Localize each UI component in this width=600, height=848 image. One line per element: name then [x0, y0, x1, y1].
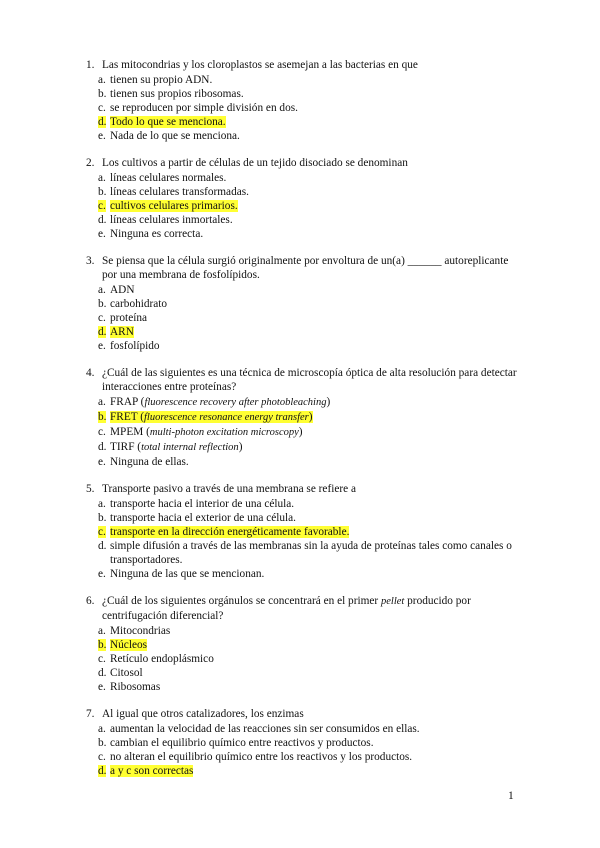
highlighted-answer [110, 639, 147, 651]
highlighted-answer [110, 765, 193, 777]
answer-text [110, 498, 294, 510]
answer-option [86, 339, 526, 353]
option-letter [98, 567, 110, 581]
question-2 [86, 156, 526, 241]
answer-text [110, 653, 214, 665]
option-text [110, 750, 526, 764]
highlighted-answer [110, 200, 238, 212]
question-6 [86, 594, 526, 694]
letter-text: a. [98, 171, 106, 184]
italic-text: fluorescence recovery after photobleaching [144, 396, 327, 408]
answer-option [86, 764, 526, 778]
option-text [110, 311, 526, 325]
letter-text: a. [98, 722, 106, 735]
answer-text [110, 426, 303, 438]
text-fragment: ARN [110, 325, 134, 338]
option-text [110, 722, 526, 736]
text-fragment: simple difusión a través de las membranas sin la ayuda de proteínas tales como canales o transportadores. [110, 539, 512, 566]
option-letter [98, 101, 110, 115]
answer-text [110, 723, 420, 735]
option-text [110, 440, 526, 455]
option-letter [98, 750, 110, 764]
question-number: 6. [86, 595, 95, 607]
option-text [110, 171, 526, 185]
option-letter [98, 736, 110, 750]
question-text: Los cultivos a partir de células de un tejido disociado se denominan [102, 157, 408, 169]
text-fragment: Ninguna de ellas. [110, 455, 189, 468]
answer-option [86, 750, 526, 764]
option-letter [98, 525, 110, 539]
option-letter [98, 311, 110, 325]
text-fragment: carbohidrato [110, 297, 168, 310]
italic-text: total internal reflection [141, 441, 239, 453]
answer-text [110, 396, 330, 408]
option-text [110, 395, 526, 410]
option-text [110, 624, 526, 638]
text-fragment: ) [308, 410, 313, 423]
text-fragment: FRET ( [110, 410, 145, 423]
letter-text: e. [98, 455, 106, 468]
option-text [110, 199, 526, 213]
option-text [110, 213, 526, 227]
option-letter [98, 455, 110, 469]
answer-text [110, 172, 226, 184]
option-letter [98, 764, 110, 778]
answer-text [110, 512, 296, 524]
option-letter [98, 539, 110, 567]
option-text [110, 764, 526, 778]
answer-options [86, 624, 526, 694]
option-text [110, 666, 526, 680]
answer-text [110, 102, 298, 114]
answer-text [110, 568, 264, 580]
letter-text: a. [98, 283, 106, 296]
option-text [110, 129, 526, 143]
text-fragment: Núcleos [110, 638, 148, 651]
option-text [110, 497, 526, 511]
letter-text: d. [98, 666, 107, 679]
letter-text: c. [98, 652, 106, 665]
option-letter [98, 325, 110, 339]
answer-text [110, 737, 374, 749]
text-fragment: líneas celulares transformadas. [110, 185, 249, 198]
question-number: 5. [86, 483, 95, 495]
option-letter [98, 666, 110, 680]
answer-options [86, 497, 526, 581]
option-text [110, 339, 526, 353]
answer-option [86, 511, 526, 525]
letter-text: a. [98, 395, 106, 408]
option-letter [98, 129, 110, 143]
answer-option [86, 666, 526, 680]
answer-text [110, 284, 134, 296]
answer-option [86, 539, 526, 567]
answer-text [110, 298, 167, 310]
letter-text: e. [98, 339, 106, 352]
question-3 [86, 254, 526, 353]
question-5 [86, 482, 526, 581]
letter-text: e. [98, 129, 106, 142]
letter-text: d. [98, 213, 107, 226]
answer-text [110, 88, 244, 100]
letter-text: c. [98, 101, 106, 114]
highlighted-answer [110, 116, 226, 128]
text-fragment: Nada de lo que se menciona. [110, 129, 240, 142]
italic-text: pellet [381, 596, 405, 607]
answer-option [86, 638, 526, 652]
text-fragment: fosfolípido [110, 339, 160, 352]
highlighted-letter: d. [98, 325, 107, 338]
text-fragment: producido por centrifugación diferencial? [102, 595, 471, 622]
option-letter [98, 185, 110, 199]
option-text [110, 638, 526, 652]
letter-text: b. [98, 297, 107, 310]
letter-text: d. [98, 440, 107, 453]
text-fragment: cultivos celulares primarios. [110, 199, 238, 212]
option-text [110, 680, 526, 694]
answer-option [86, 395, 526, 410]
question-number: 4. [86, 367, 95, 379]
option-text [110, 101, 526, 115]
option-text [110, 87, 526, 101]
answer-options [86, 395, 526, 469]
answer-option [86, 497, 526, 511]
answer-option [86, 410, 526, 425]
highlighted-letter: d. [98, 764, 107, 777]
option-text [110, 73, 526, 87]
highlighted-letter: b. [98, 410, 107, 423]
answer-option [86, 624, 526, 638]
option-text [110, 736, 526, 750]
option-text [110, 539, 526, 567]
answer-text [110, 340, 160, 352]
text-fragment: se reproducen por simple división en dos. [110, 101, 298, 114]
option-letter [98, 339, 110, 353]
text-fragment: tienen su propio ADN. [110, 73, 213, 86]
option-letter [98, 440, 110, 455]
answer-text [110, 312, 147, 324]
text-fragment: MPEM ( [110, 425, 150, 438]
letter-text: e. [98, 680, 106, 693]
question-number: 2. [86, 157, 95, 169]
option-letter [98, 652, 110, 666]
answer-text [110, 540, 512, 566]
option-letter [98, 213, 110, 227]
option-letter [98, 227, 110, 241]
question-4 [86, 366, 526, 469]
text-fragment: FRAP ( [110, 395, 145, 408]
option-text [110, 410, 526, 425]
text-fragment: transporte hacia el exterior de una célula. [110, 511, 296, 524]
letter-text: c. [98, 750, 106, 763]
answer-option [86, 425, 526, 440]
answer-option [86, 87, 526, 101]
option-letter [98, 297, 110, 311]
option-text [110, 325, 526, 339]
answer-text [110, 456, 189, 468]
text-fragment: transporte hacia el interior de una célula. [110, 497, 295, 510]
answer-option [86, 680, 526, 694]
answer-option [86, 199, 526, 213]
option-text [110, 283, 526, 297]
answer-option [86, 455, 526, 469]
answer-option [86, 440, 526, 455]
option-letter [98, 283, 110, 297]
page-number: 1 [508, 790, 514, 802]
option-text [110, 455, 526, 469]
answer-option [86, 325, 526, 339]
answer-option [86, 73, 526, 87]
letter-text: a. [98, 624, 106, 637]
option-text [110, 567, 526, 581]
highlighted-letter: c. [98, 199, 106, 212]
highlighted-answer [110, 326, 134, 338]
answer-text [110, 751, 412, 763]
option-letter [98, 199, 110, 213]
option-letter [98, 171, 110, 185]
option-letter [98, 638, 110, 652]
answer-text [110, 625, 170, 637]
option-text [110, 652, 526, 666]
highlighted-letter: d. [98, 115, 107, 128]
highlighted-letter: c. [98, 525, 106, 538]
letter-text: a. [98, 73, 106, 86]
highlighted-answer [110, 526, 349, 538]
answer-option [86, 129, 526, 143]
text-fragment: aumentan la velocidad de las reacciones sin ser consumidos en ellas. [110, 722, 420, 735]
text-fragment: a y c son correctas [110, 764, 194, 777]
letter-text: c. [98, 425, 106, 438]
question-stem [86, 366, 526, 394]
text-fragment: no alteran el equilibrio químico entre los reactivos y los productos. [110, 750, 413, 763]
text-fragment: líneas celulares normales. [110, 171, 227, 184]
letter-text: e. [98, 567, 106, 580]
letter-text: b. [98, 87, 107, 100]
answer-text [110, 228, 203, 240]
letter-text: c. [98, 311, 106, 324]
question-text: ¿Cuál de las siguientes es una técnica de microscopía óptica de alta resolución para detectar interacciones entre proteínas? [102, 367, 517, 393]
text-fragment: Ninguna de las que se mencionan. [110, 567, 265, 580]
answer-option [86, 311, 526, 325]
text-fragment: proteína [110, 311, 148, 324]
question-list [86, 58, 526, 791]
letter-text: b. [98, 185, 107, 198]
text-fragment: Ribosomas [110, 680, 161, 693]
answer-text [110, 130, 240, 142]
question-stem [86, 156, 526, 170]
option-text [110, 525, 526, 539]
option-letter [98, 87, 110, 101]
answer-option [86, 567, 526, 581]
answer-options [86, 722, 526, 778]
text-fragment: cambian el equilibrio químico entre reactivos y productos. [110, 736, 374, 749]
option-letter [98, 722, 110, 736]
question-text: Las mitocondrias y los cloroplastos se asemejan a las bacterias en que [102, 59, 418, 71]
question-text: Se piensa que la célula surgió originalmente por envoltura de un(a) ______ autoreplicante por una membrana de fosfolípidos. [102, 255, 509, 281]
question-stem [86, 254, 526, 282]
question-stem [86, 482, 526, 496]
answer-options [86, 283, 526, 353]
answer-option [86, 297, 526, 311]
text-fragment: Citosol [110, 666, 143, 679]
question-stem [86, 58, 526, 72]
text-fragment: Retículo endoplásmico [110, 652, 214, 665]
answer-option [86, 652, 526, 666]
text-fragment: ADN [110, 283, 135, 296]
question-text [102, 594, 526, 623]
text-fragment: transporte en la dirección energéticamente favorable. [110, 525, 350, 538]
answer-option [86, 722, 526, 736]
answer-option [86, 525, 526, 539]
option-letter [98, 73, 110, 87]
italic-text: multi-photon excitation microscopy [149, 426, 299, 438]
letter-text: b. [98, 511, 107, 524]
answer-text [110, 186, 249, 198]
answer-text [110, 441, 242, 453]
letter-text: a. [98, 497, 106, 510]
answer-option [86, 736, 526, 750]
option-text [110, 227, 526, 241]
answer-text [110, 74, 212, 86]
text-fragment: ) [298, 425, 303, 438]
question-stem [86, 707, 526, 721]
text-fragment: Mitocondrias [110, 624, 171, 637]
answer-option [86, 283, 526, 297]
text-fragment: Ninguna es correcta. [110, 227, 204, 240]
option-letter [98, 497, 110, 511]
answer-option [86, 227, 526, 241]
text-fragment: TIRF ( [110, 440, 142, 453]
option-letter [98, 115, 110, 129]
highlighted-letter: b. [98, 638, 107, 651]
letter-text: e. [98, 227, 106, 240]
question-text: Transporte pasivo a través de una membrana se refiere a [102, 483, 356, 495]
option-letter [98, 410, 110, 425]
question-1 [86, 58, 526, 143]
question-number: 7. [86, 708, 95, 720]
option-letter [98, 425, 110, 440]
text-fragment: ¿Cuál de los siguientes orgánulos se concentrará en el primer [102, 595, 381, 607]
question-number: 1. [86, 59, 95, 71]
option-text [110, 297, 526, 311]
answer-options [86, 171, 526, 241]
answer-option [86, 101, 526, 115]
letter-text: b. [98, 736, 107, 749]
option-text [110, 185, 526, 199]
option-text [110, 511, 526, 525]
text-fragment: tienen sus propios ribosomas. [110, 87, 244, 100]
option-letter [98, 511, 110, 525]
text-fragment: líneas celulares inmortales. [110, 213, 233, 226]
letter-text: d. [98, 539, 107, 552]
question-7 [86, 707, 526, 778]
option-text [110, 425, 526, 440]
answer-text [110, 667, 143, 679]
option-letter [98, 395, 110, 410]
text-fragment: ) [326, 395, 331, 408]
answer-option [86, 213, 526, 227]
option-text [110, 115, 526, 129]
answer-option [86, 185, 526, 199]
italic-text: fluorescence resonance energy transfer [144, 411, 309, 423]
answer-option [86, 115, 526, 129]
text-fragment: Todo lo que se menciona. [110, 115, 226, 128]
option-letter [98, 680, 110, 694]
answer-text [110, 214, 233, 226]
question-stem [86, 594, 526, 623]
text-fragment: ) [238, 440, 243, 453]
highlighted-answer [110, 411, 313, 423]
answer-options [86, 73, 526, 143]
option-letter [98, 624, 110, 638]
question-number: 3. [86, 255, 95, 267]
answer-text [110, 681, 160, 693]
question-text: Al igual que otros catalizadores, los enzimas [102, 708, 304, 720]
answer-option [86, 171, 526, 185]
